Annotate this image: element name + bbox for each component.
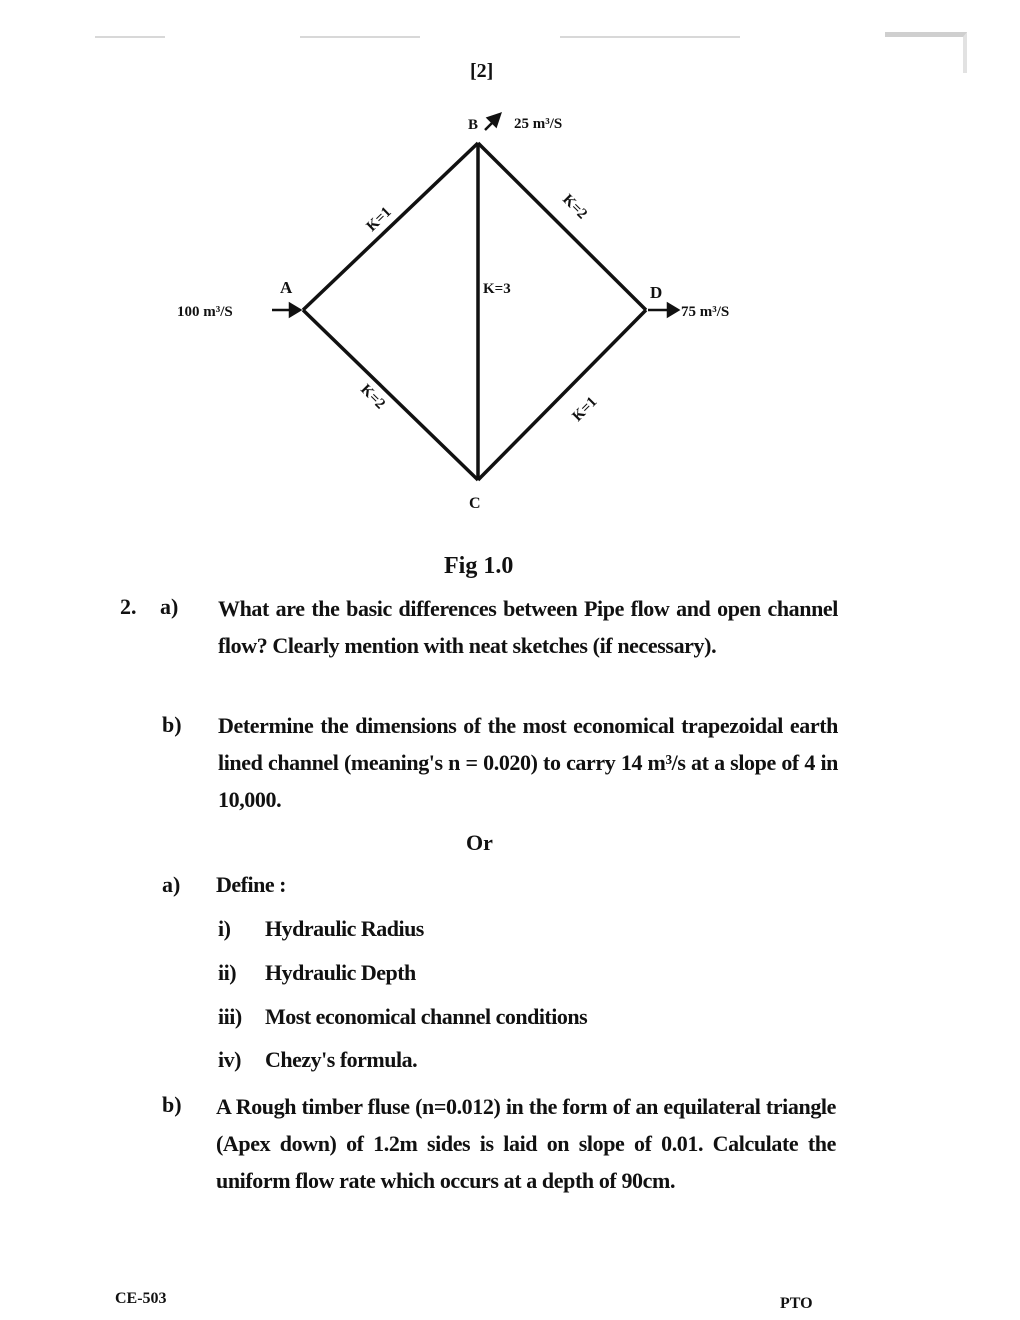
question-alt-b-text: A Rough timber fluse (n=0.012) in the form of an equilateral triangle (Apex down) of 1.2m sides is laid on slope of 0.01. Calculate the uniform flow rate which occurs at a depth of 90cm. xyxy=(216,1094,836,1193)
define-heading: Define : xyxy=(216,872,286,897)
question-2a-text: What are the basic differences between Pipe flow and open channel flow? Clearly mention with neat sketches (if necessary). xyxy=(218,596,838,658)
define-item-label: ii) xyxy=(218,960,237,985)
node-label-d: D xyxy=(650,283,663,302)
flow-label-a: 100 m³/S xyxy=(177,304,233,320)
node-label-c: C xyxy=(469,495,481,512)
part-b-label: b) xyxy=(162,712,182,737)
define-item-text: Hydraulic Radius xyxy=(265,916,424,941)
course-code: CE-503 xyxy=(115,1290,167,1307)
pipe-label-b-d: K=2 xyxy=(559,191,591,223)
define-item-label: i) xyxy=(218,916,231,941)
pipe-label-a-c: K=2 xyxy=(357,381,389,413)
pipe-a-c xyxy=(303,310,478,480)
alt-part-b-label: b) xyxy=(162,1092,182,1117)
node-label-a: A xyxy=(280,278,293,297)
pipe-label-b-c: K=3 xyxy=(483,281,511,297)
page-number: [2] xyxy=(470,60,494,82)
define-item-text: Hydraulic Depth xyxy=(265,960,416,985)
figure-caption: Fig 1.0 xyxy=(444,553,514,579)
pipe-label-a-b: K=1 xyxy=(363,204,395,235)
arrowhead-icon xyxy=(290,304,300,316)
node-label-b: B xyxy=(468,117,479,133)
pipe-network-diagram xyxy=(0,0,1020,560)
define-item-label: iii) xyxy=(218,1004,242,1029)
part-a-label: a) xyxy=(160,594,179,619)
arrowhead-icon xyxy=(668,304,678,316)
question-2b-text: Determine the dimensions of the most economical trapezoidal earth lined channel (meaning's n = 0.020) to carry 14 m³/s at a slope of 4 in 10,000. xyxy=(218,713,838,812)
pipe-a-b xyxy=(303,143,478,310)
define-item-text: Chezy's formula. xyxy=(265,1047,418,1072)
pipe-c-d xyxy=(478,310,646,480)
question-number: 2. xyxy=(120,594,137,619)
flow-label-d: 75 m³/S xyxy=(681,304,730,320)
pipe-label-c-d: K=1 xyxy=(569,393,601,425)
alt-part-a-label: a) xyxy=(162,872,181,897)
flow-label-b: 25 m³/S xyxy=(514,116,563,132)
pto-label: PTO xyxy=(780,1295,813,1312)
define-item-text: Most economical channel conditions xyxy=(265,1004,588,1029)
or-separator: Or xyxy=(466,830,493,855)
define-item-label: iv) xyxy=(218,1047,241,1072)
